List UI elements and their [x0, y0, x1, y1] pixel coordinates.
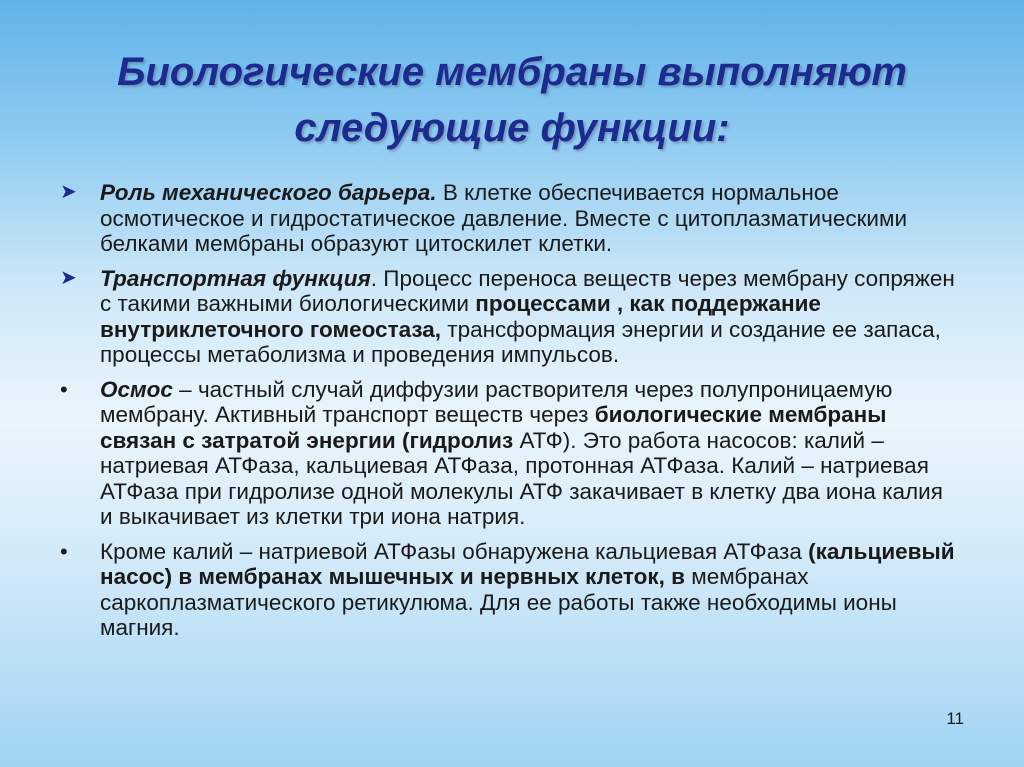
function-list: [60, 180, 960, 650]
bullet-icon: •: [60, 376, 68, 402]
slide-title: [40, 44, 984, 156]
item-text: мембранах саркоплазматического ретикулюма. Для ее работы также необходимы ионы магния.: [100, 564, 897, 640]
item-bold-text: (кальциевый насос) в мембранах мышечных и нервных клеток, в: [100, 538, 955, 589]
item-text: трансформация энергии и создание ее запаса, процессы метаболизма и проведения импульсов.: [100, 316, 941, 367]
item-bold-text: биологические мембраны связан с затратой энергии (гидролиз: [100, 402, 887, 453]
list-item-mechanical-barrier: [60, 180, 960, 257]
list-item-osmosis: [60, 377, 960, 530]
bullet-icon: •: [60, 538, 68, 564]
item-bold-text: процессами , как поддержание внутриклеточного гомеостаза,: [100, 291, 821, 342]
list-item-calcium-pump: [60, 539, 960, 641]
item-term: Транспортная функция: [100, 265, 371, 291]
item-term: Осмос: [100, 376, 173, 402]
item-text: . Процесс переноса веществ через мембрану сопряжен с такими важными биологическими: [100, 265, 955, 316]
slide-title-line-2: следующие функции:: [294, 106, 730, 150]
arrow-marker-icon: ➤: [60, 181, 77, 203]
list-item-transport-function: [60, 266, 960, 368]
slide-title-line-1: Биологические мембраны выполняют: [117, 50, 907, 94]
item-text: – частный случай диффузии растворителя через полупроницаемую мембрану. Активный транспорт веществ через: [100, 376, 893, 427]
item-text: В клетке обеспечивается нормальное осмотическое и гидростатическое давление. Вместе с цитоплазматическими белками мембраны образуют цитоскилет клетки.: [100, 180, 908, 256]
page-number: 11: [946, 709, 964, 728]
arrow-marker-icon: ➤: [60, 266, 77, 289]
item-term: Роль механического барьера.: [100, 180, 437, 205]
item-text: Кроме калий – натриевой АТФазы обнаружена кальциевая АТФаза: [100, 538, 809, 564]
item-text: АТФ). Это работа насосов: калий – натриевая АТФаза, кальциевая АТФаза, протонная АТФаза. Калий – натриевая АТФаза при гидролизе одной молекулы АТФ закачивает в клетку два иона калия и выкачивает из клетки три иона натрия.: [100, 427, 943, 529]
